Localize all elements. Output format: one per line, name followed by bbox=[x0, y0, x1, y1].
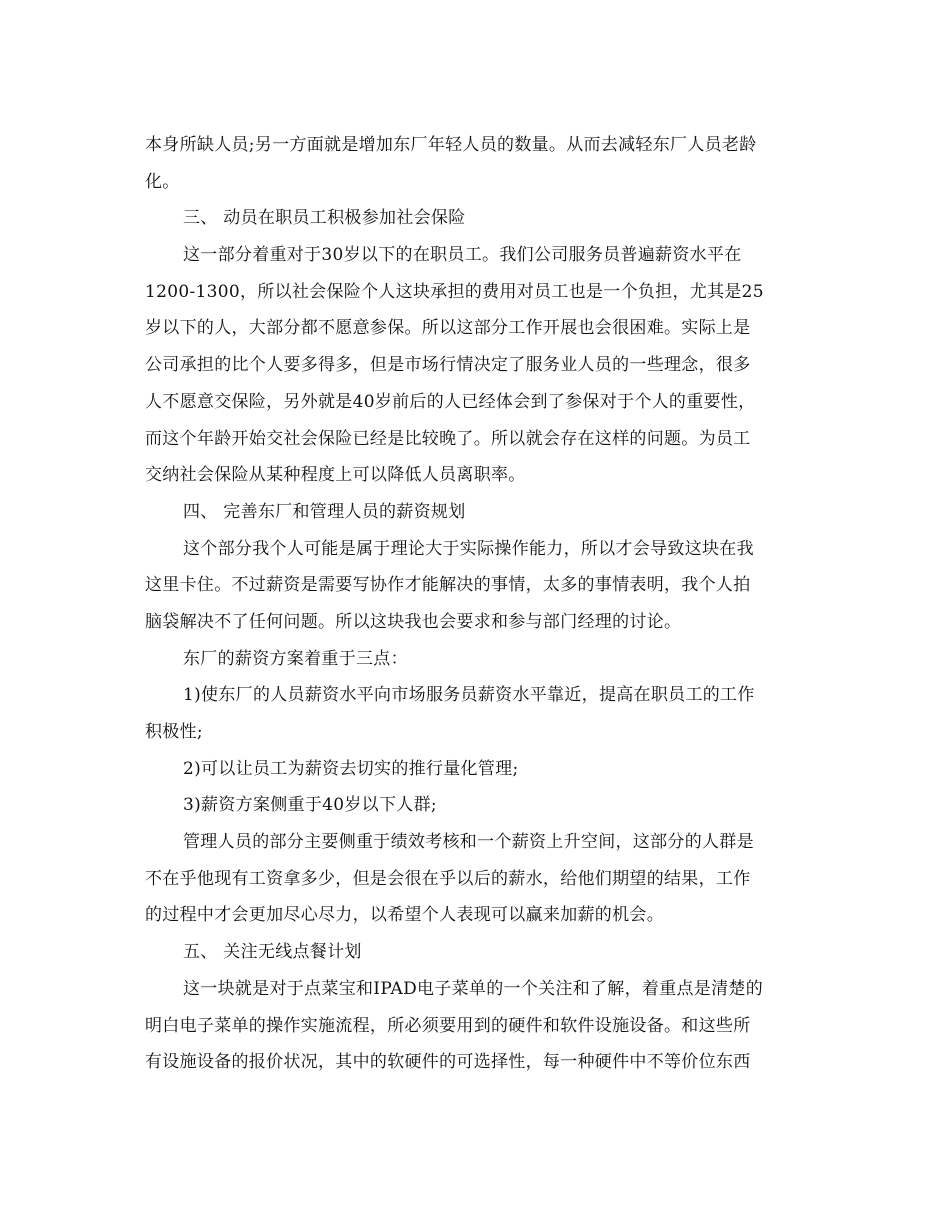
text-line: 不在乎他现有工资拿多少，但是会很在乎以后的薪水，给他们期望的结果，工作 bbox=[145, 868, 751, 889]
text-line: 这一部分着重对于30岁以下的在职员工。我们公司服务员普遍薪资水平在 bbox=[183, 245, 742, 266]
text-line: 有设施设备的报价状况，其中的软硬件的可选择性，每一种硬件中不等价位东西 bbox=[145, 1052, 751, 1073]
text-line: 这里卡住。不过薪资是需要写协作才能解决的事情，太多的事情表明，我个人拍 bbox=[145, 575, 751, 596]
text-line: 这个部分我个人可能是属于理论大于实际操作能力，所以才会导致这块在我 bbox=[183, 538, 754, 559]
text-line: 明白电子菜单的操作实施流程，所必须要用到的硬件和软件设施设备。和这些所 bbox=[145, 1015, 751, 1036]
text-line: 这一块就是对于点菜宝和IPAD电子菜单的一个关注和了解，着重点是清楚的 bbox=[183, 978, 763, 999]
text-line: 1200-1300，所以社会保险个人这块承担的费用对员工也是一个负担，尤其是25 bbox=[145, 281, 764, 302]
document-body bbox=[145, 127, 810, 1081]
text-line: 的过程中才会更加尽心尽力，以希望个人表现可以赢来加薪的机会。 bbox=[145, 905, 664, 926]
text-line: 2)可以让员工为薪资去切实的推行量化管理; bbox=[183, 758, 519, 779]
text-line: 1)使东厂的人员薪资水平向市场服务员薪资水平靠近，提高在职员工的工作 bbox=[183, 685, 755, 706]
text-line: 五、 关注无线点餐计划 bbox=[183, 942, 362, 963]
text-line: 交纳社会保险从某种程度上可以降低人员离职率。 bbox=[145, 465, 526, 486]
text-line: 三、 动员在职员工积极参加社会保险 bbox=[183, 208, 466, 229]
text-line: 管理人员的部分主要侧重于绩效考核和一个薪资上升空间，这部分的人群是 bbox=[183, 832, 754, 853]
text-line: 3)薪资方案侧重于40岁以下人群; bbox=[183, 795, 437, 816]
text-line: 而这个年龄开始交社会保险已经是比较晚了。所以就会存在这样的问题。为员工 bbox=[145, 428, 751, 449]
text-line: 脑袋解决不了任何问题。所以这块我也会要求和参与部门经理的讨论。 bbox=[145, 611, 682, 632]
text-line: 东厂的薪资方案着重于三点： bbox=[183, 648, 408, 669]
text-line: 公司承担的比个人要多得多，但是市场行情决定了服务业人员的一些理念，很多 bbox=[145, 355, 751, 376]
text-line: 人不愿意交保险，另外就是40岁前后的人已经体会到了参保对于个人的重要性， bbox=[145, 391, 756, 412]
text-line: 四、 完善东厂和管理人员的薪资规划 bbox=[183, 501, 466, 522]
text-line: 化。 bbox=[145, 171, 180, 192]
text-line: 本身所缺人员;另一方面就是增加东厂年轻人员的数量。从而去减轻东厂人员老龄 bbox=[145, 135, 757, 155]
text-line: 积极性; bbox=[145, 722, 203, 742]
text-line: 岁以下的人，大部分都不愿意参保。所以这部分工作开展也会很困难。实际上是 bbox=[145, 318, 751, 339]
